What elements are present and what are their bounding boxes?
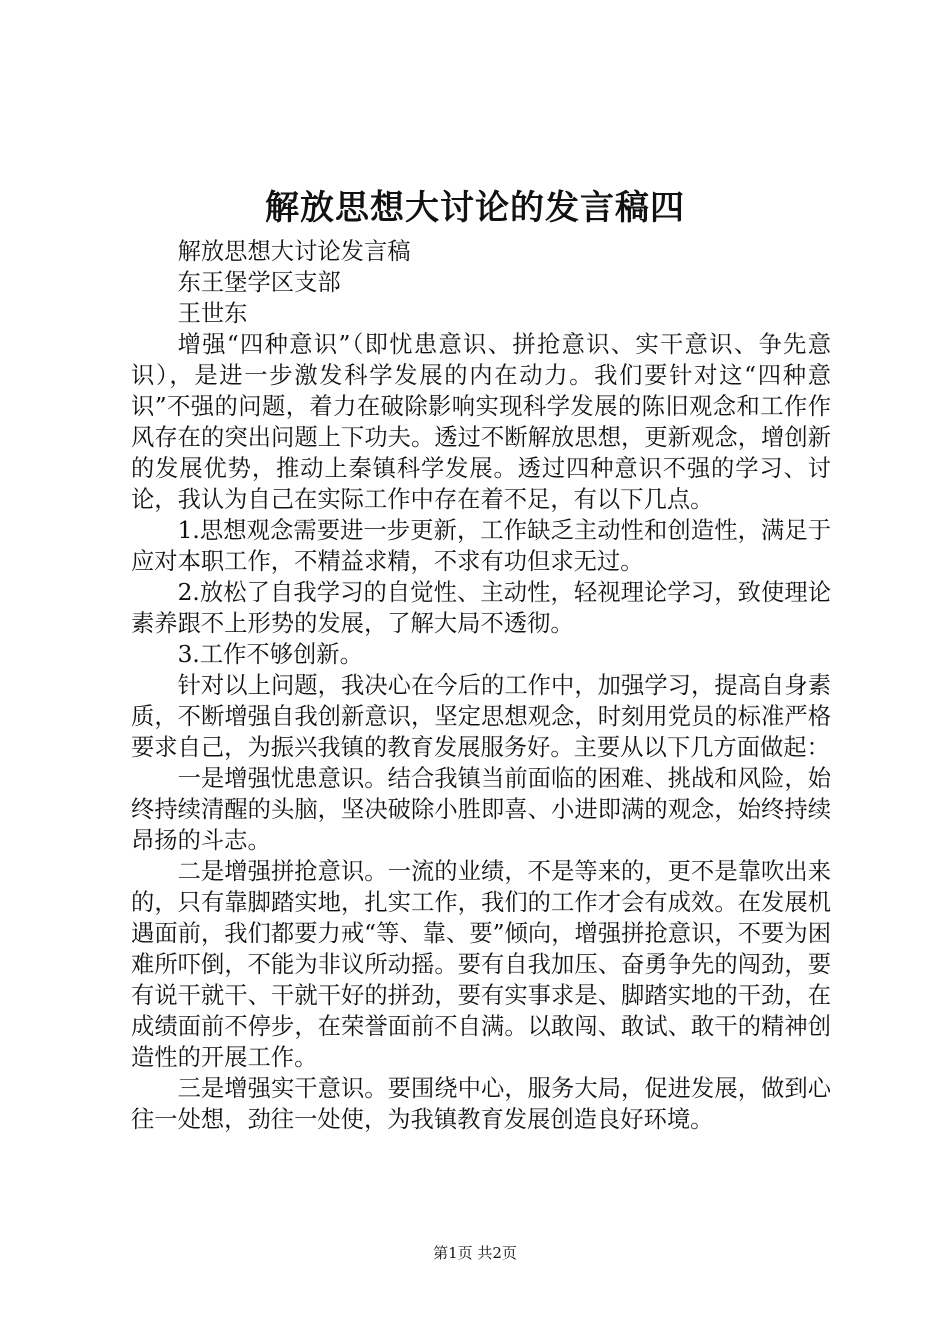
- paragraph-resolution: 针对以上问题，我决心在今后的工作中，加强学习，提高自身素质，不断增强自我创新意识，坚定思想观念，时刻用党员的标准严格要求自己，为振兴我镇的教育发展服务好。主要从以下几方面做起：: [131, 672, 831, 761]
- paragraph-point-2: 2.放松了自我学习的自觉性、主动性，轻视理论学习，致使理论素养跟不上形势的发展，了解大局不透彻。: [131, 579, 831, 637]
- paragraph-subtitle: 解放思想大讨论发言稿: [177, 238, 411, 265]
- paragraph-awareness-2: 二是增强拼抢意识。一流的业绩，不是等来的，更不是靠吹出来的，只有靠脚踏实地，扎实工作，我们的工作才会有成效。在发展机遇面前，我们都要力戒“等、靠、要”倾向，增强拼抢意识，不要为困难所吓倒，不能为非议所动摇。要有自我加压、奋勇争先的闯劲，要有说干就干、干就干好的拼劲，要有实事求是、脚踏实地的干劲，在成绩面前不停步，在荣誉面前不自满。以敢闯、敢试、敢干的精神创造性的开展工作。: [131, 858, 831, 1071]
- paragraph-awareness-1: 一是增强忧患意识。结合我镇当前面临的困难、挑战和风险，始终持续清醒的头脑，坚决破除小胜即喜、小进即满的观念，始终持续昂扬的斗志。: [131, 765, 831, 854]
- document-body: [131, 236, 831, 1135]
- document-title: 解放思想大讨论的发言稿四: [265, 188, 685, 228]
- paragraph-point-1: 1.思想观念需要进一步更新，工作缺乏主动性和创造性，满足于应对本职工作，不精益求精，不求有功但求无过。: [131, 517, 831, 575]
- page-footer: 第1页 共2页: [433, 1244, 517, 1262]
- paragraph-author: 王世东: [177, 300, 248, 327]
- paragraph-point-3: 3.工作不够创新。: [177, 641, 363, 668]
- paragraph-intro: 增强“四种意识”（即忧患意识、拼抢意识、实干意识、争先意识），是进一步激发科学发展的内在动力。我们要针对这“四种意识”不强的问题，着力在破除影响实现科学发展的陈旧观念和工作作风存在的突出问题上下功夫。透过不断解放思想，更新观念，增创新的发展优势，推动上秦镇科学发展。透过四种意识不强的学习、讨论，我认为自己在实际工作中存在着不足，有以下几点。: [131, 331, 831, 513]
- paragraph-awareness-3: 三是增强实干意识。要围绕中心，服务大局，促进发展，做到心往一处想，劲往一处使，为我镇教育发展创造良好环境。: [131, 1075, 831, 1133]
- paragraph-organization: 东王堡学区支部: [177, 269, 341, 296]
